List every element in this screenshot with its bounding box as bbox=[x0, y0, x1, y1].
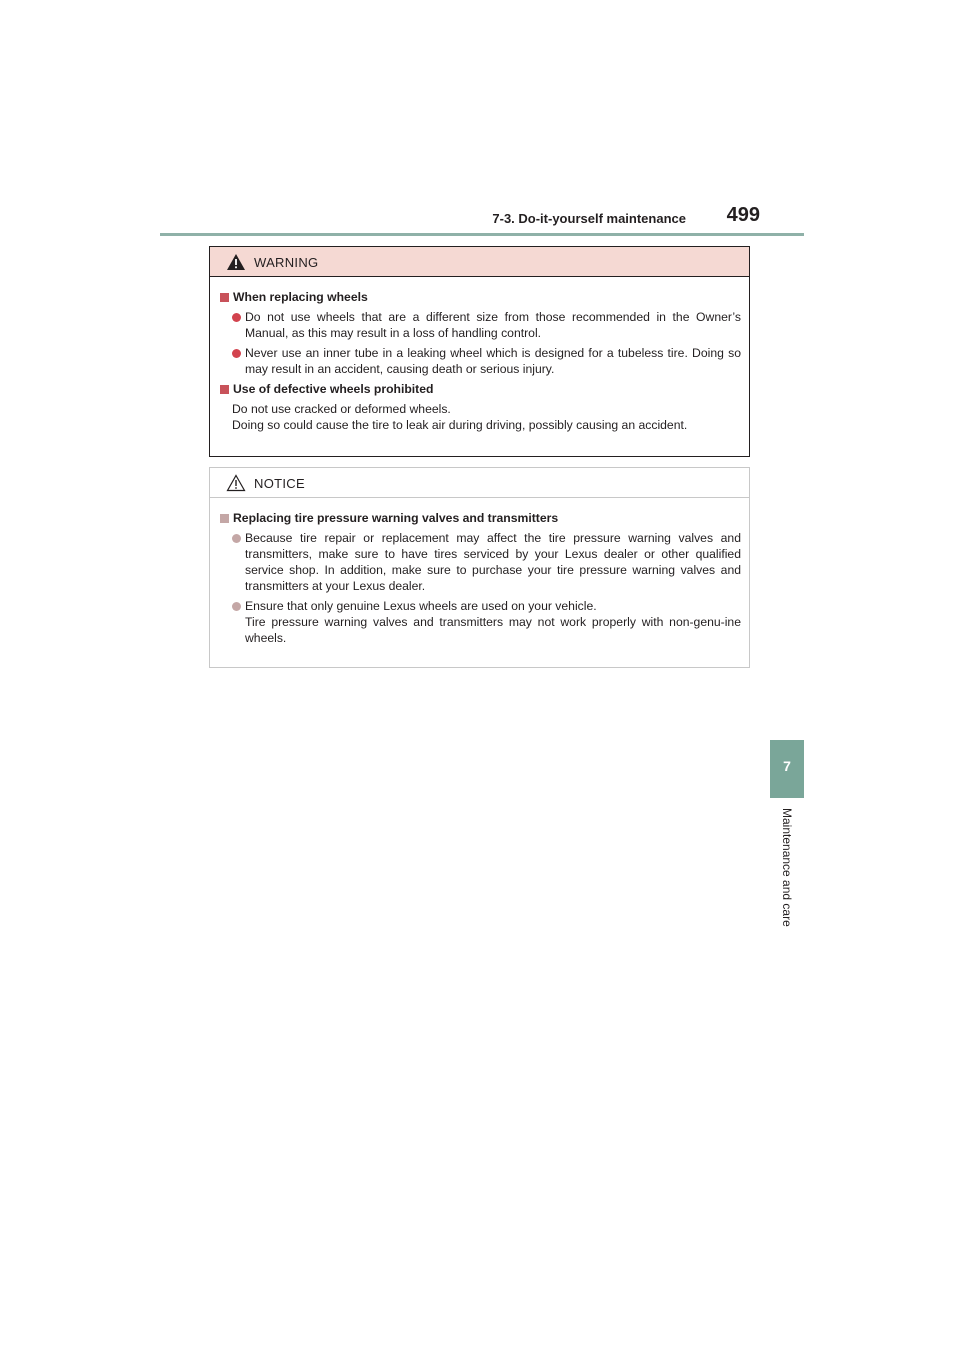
warning-bullet bbox=[218, 345, 741, 377]
notice-bullet-text: Because tire repair or replacement may affect the tire pressure warning valves and transmitters, make sure to have tires serviced by your Lexus dealer or other qualified service shop. In addition, make sure to purchase your tire pressure warning valves and transmitters at your Lexus dealer. bbox=[245, 531, 741, 593]
notice-bullet-line: Ensure that only genuine Lexus wheels are used on your vehicle. bbox=[245, 599, 597, 613]
chapter-label-text: Maintenance and care bbox=[780, 808, 794, 927]
warning-topic bbox=[218, 381, 741, 397]
notice-triangle-icon bbox=[226, 474, 246, 492]
warning-topic bbox=[218, 289, 741, 305]
warning-bullet bbox=[218, 309, 741, 341]
warning-title: WARNING bbox=[254, 255, 319, 270]
warning-header bbox=[210, 247, 749, 277]
square-bullet-icon bbox=[220, 514, 229, 523]
notice-bullet-line: Tire pressure warning valves and transmitters may not work properly with non-genu-ine wheels. bbox=[245, 615, 741, 645]
section-title: 7-3. Do-it-yourself maintenance bbox=[492, 211, 686, 226]
warning-paragraph: Do not use cracked or deformed wheels. bbox=[232, 402, 451, 416]
chapter-label bbox=[772, 808, 802, 956]
warning-body bbox=[210, 277, 749, 433]
warning-topic-title: Use of defective wheels prohibited bbox=[233, 382, 434, 396]
warning-paragraph: Doing so could cause the tire to leak air during driving, possibly causing an accident. bbox=[232, 418, 688, 432]
page-header bbox=[160, 200, 804, 236]
warning-topic-title: When replacing wheels bbox=[233, 290, 368, 304]
square-bullet-icon bbox=[220, 293, 229, 302]
page-number: 499 bbox=[726, 204, 760, 226]
notice-bullet bbox=[218, 530, 741, 594]
notice-header bbox=[210, 468, 749, 498]
notice-bullet-text bbox=[245, 598, 741, 646]
circle-bullet-icon bbox=[232, 534, 241, 543]
notice-box bbox=[209, 467, 750, 668]
notice-topic-title: Replacing tire pressure warning valves and transmitters bbox=[233, 511, 559, 525]
chapter-tab bbox=[770, 740, 804, 798]
warning-box bbox=[209, 246, 750, 457]
warning-bullet-text: Do not use wheels that are a different size from those recommended in the Owner’s Manual, as this may result in a loss of handling control. bbox=[245, 310, 741, 340]
notice-topic bbox=[218, 510, 741, 526]
warning-bullet-text: Never use an inner tube in a leaking wheel which is designed for a tubeless tire. Doing so may result in an accident, causing death or serious injury. bbox=[245, 346, 741, 376]
notice-body bbox=[210, 498, 749, 646]
notice-bullet bbox=[218, 598, 741, 646]
circle-bullet-icon bbox=[232, 349, 241, 358]
square-bullet-icon bbox=[220, 385, 229, 394]
warning-triangle-icon bbox=[226, 253, 246, 271]
circle-bullet-icon bbox=[232, 602, 241, 611]
chapter-number: 7 bbox=[783, 758, 791, 774]
circle-bullet-icon bbox=[232, 313, 241, 322]
header-rule bbox=[160, 233, 804, 236]
notice-title: NOTICE bbox=[254, 476, 305, 491]
